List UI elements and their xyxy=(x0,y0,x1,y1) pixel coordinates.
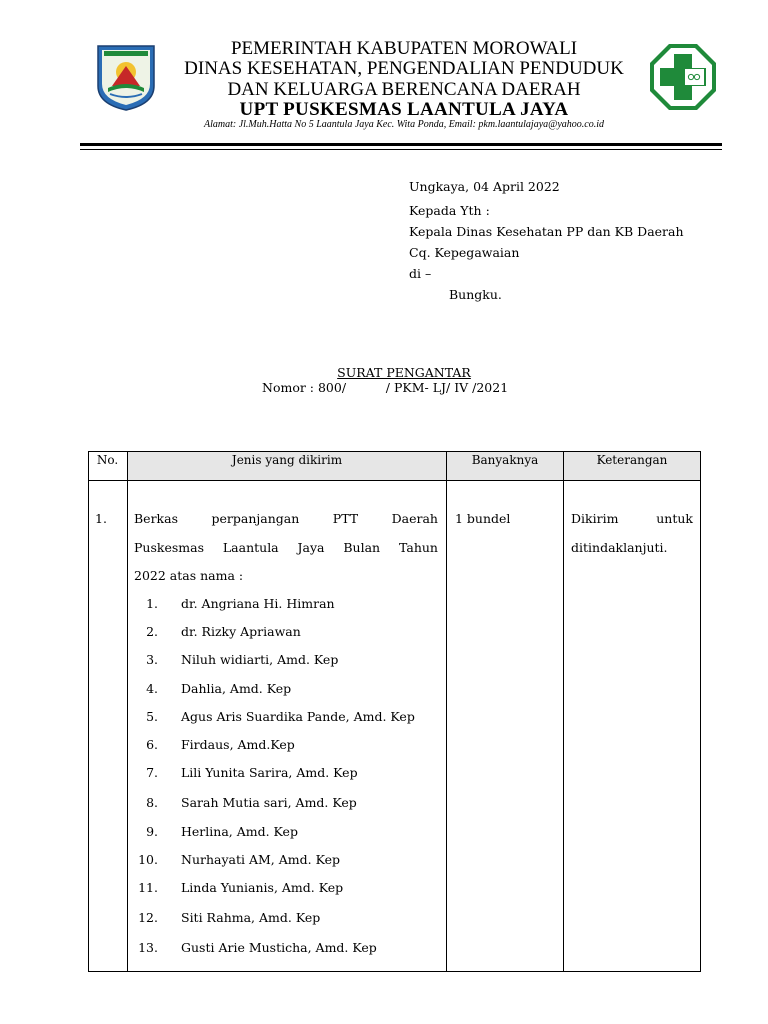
item-quantity: 1 bundel xyxy=(455,511,511,526)
item-desc-line3: 2022 atas nama : xyxy=(134,568,244,583)
list-item-number: 5. xyxy=(146,709,158,724)
list-item-name: dr. Angriana Hi. Himran xyxy=(181,596,335,611)
recipient-attention: Cq. Kepegawaian xyxy=(409,245,520,260)
recipient-city: Bungku. xyxy=(449,287,502,302)
list-item-name: Dahlia, Amd. Kep xyxy=(181,681,292,696)
letterhead-rule-thin xyxy=(80,149,722,150)
letterhead-agency: DINAS KESEHATAN, PENGENDALIAN PENDUDUK xyxy=(184,58,624,79)
list-item-name: dr. Rizky Apriawan xyxy=(181,624,301,639)
list-item xyxy=(138,681,291,696)
item-desc-line2 xyxy=(134,540,438,555)
header-item: Jenis yang dikirim xyxy=(231,453,343,467)
desc-word: PTT xyxy=(332,511,359,526)
list-item-number: 1. xyxy=(146,596,158,611)
letterhead-government: PEMERINTAH KABUPATEN MOROWALI xyxy=(230,38,578,59)
desc-word: Jaya xyxy=(297,540,325,555)
letterhead-unit: UPT PUSKESMAS LAANTULA JAYA xyxy=(239,99,569,120)
recipient-office: Kepala Dinas Kesehatan PP dan KB Daerah xyxy=(409,224,684,239)
header-quantity: Banyaknya xyxy=(471,453,539,467)
place-date: Ungkaya, 04 April 2022 xyxy=(409,179,560,194)
note-word: untuk xyxy=(656,511,693,526)
list-item xyxy=(138,652,338,667)
list-item xyxy=(138,596,335,611)
letterhead-rule-thick xyxy=(80,143,722,146)
list-item xyxy=(138,824,298,839)
list-item-name: Gusti Arie Musticha, Amd. Kep xyxy=(181,940,377,955)
list-item-number: 11. xyxy=(138,880,158,895)
list-item-name: Lili Yunita Sarira, Amd. Kep xyxy=(181,765,358,780)
desc-word: Tahun xyxy=(399,540,438,555)
letterhead-agency-cont: DAN KELUARGA BERENCANA DAERAH xyxy=(227,79,581,100)
list-item-number: 2. xyxy=(146,624,158,639)
list-item xyxy=(138,624,301,639)
list-item-name: Herlina, Amd. Kep xyxy=(181,824,298,839)
item-note-line1 xyxy=(571,511,693,526)
list-item xyxy=(138,852,340,867)
list-item-name: Nurhayati AM, Amd. Kep xyxy=(181,852,340,867)
list-item-number: 7. xyxy=(146,765,158,780)
list-item-number: 12. xyxy=(138,910,158,925)
item-note-line2: ditindaklanjuti. xyxy=(571,540,668,555)
desc-word: Laantula xyxy=(222,540,279,555)
note-word: Dikirim xyxy=(571,511,619,526)
list-item-number: 3. xyxy=(146,652,158,667)
desc-word: Daerah xyxy=(391,511,438,526)
list-item-name: Niluh widiarti, Amd. Kep xyxy=(181,652,339,667)
letter-title: SURAT PENGANTAR xyxy=(337,365,471,380)
list-item xyxy=(138,737,295,752)
table-col-divider xyxy=(563,451,564,972)
list-item-number: 13. xyxy=(138,940,158,955)
recipient-greeting: Kepada Yth : xyxy=(409,203,490,218)
desc-word: Bulan xyxy=(343,540,381,555)
table-col-divider xyxy=(446,451,447,972)
list-item-name: Firdaus, Amd.Kep xyxy=(181,737,295,752)
list-item-name: Siti Rahma, Amd. Kep xyxy=(181,910,321,925)
letterhead-address: Alamat: Jl.Muh.Hatta No 5 Laantula Jaya Kec. Wita Ponda, Email: pkm.laantulajaya@yahoo.co.id xyxy=(204,119,604,130)
list-item-name: Agus Aris Suardika Pande, Amd. Kep xyxy=(181,709,415,724)
puskesmas-cross-logo xyxy=(648,42,718,112)
list-item xyxy=(138,910,320,925)
desc-word: Berkas xyxy=(134,511,179,526)
list-item xyxy=(138,709,415,724)
item-desc-line1 xyxy=(134,511,438,526)
list-item xyxy=(138,940,377,955)
list-item xyxy=(138,765,358,780)
desc-word: Puskesmas xyxy=(134,540,204,555)
table-col-divider xyxy=(127,451,128,972)
list-item xyxy=(138,795,357,810)
list-item-name: Linda Yunianis, Amd. Kep xyxy=(181,880,344,895)
letter-number: Nomor : 800/ / PKM- LJ/ IV /2021 xyxy=(262,380,509,395)
list-item-number: 8. xyxy=(146,795,158,810)
recipient-at: di – xyxy=(409,266,432,281)
header-note: Keterangan xyxy=(596,453,668,467)
morowali-regency-logo xyxy=(94,42,158,112)
list-item-number: 10. xyxy=(138,852,158,867)
table-header-divider xyxy=(88,480,701,481)
list-item xyxy=(138,880,343,895)
desc-word: perpanjangan xyxy=(211,511,300,526)
list-item-number: 9. xyxy=(146,824,158,839)
list-item-number: 6. xyxy=(146,737,158,752)
header-no: No. xyxy=(96,453,119,467)
list-item-number: 4. xyxy=(146,681,158,696)
list-item-name: Sarah Mutia sari, Amd. Kep xyxy=(181,795,357,810)
row-number: 1. xyxy=(95,511,107,526)
